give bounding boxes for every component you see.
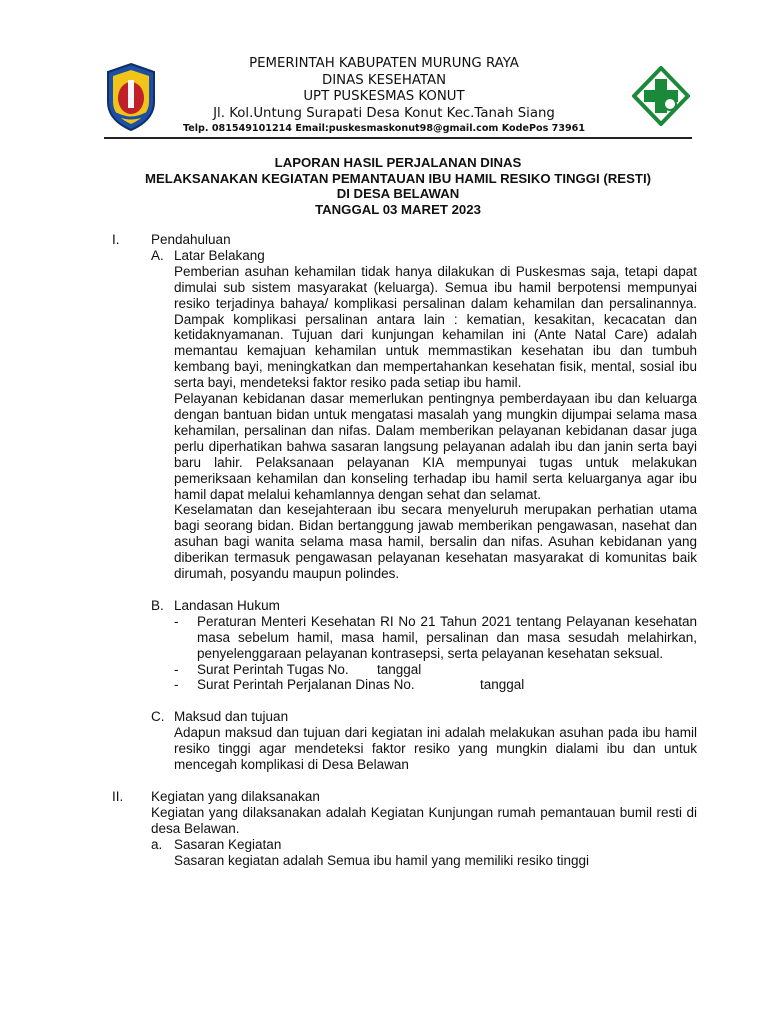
list-text: Surat Perintah Perjalanan Dinas No.: [197, 677, 415, 693]
paragraph: Adapun maksud dan tujuan dari kegiatan ini adalah melakukan asuhan pada ibu hamil resiko tinggi agar mendeteksi faktor resiko yang mungkin dialami ibu dan untuk mencegah komplikasi di Desa Belawan: [174, 725, 697, 773]
subsection-heading: [151, 598, 697, 614]
list-tail: tanggal: [480, 677, 525, 693]
letterhead-department: DINAS KESEHATAN: [321, 72, 447, 88]
letterhead-contact: Telp. 081549101214 Email:puskesmaskonut98@gmail.com KodePos 73961: [182, 123, 586, 134]
subsection-number: B.: [151, 597, 164, 613]
section-title: Kegiatan yang dilaksanakan: [151, 789, 320, 804]
list-bullet: -: [174, 613, 179, 629]
list-text: Surat Perintah Tugas No.: [197, 661, 349, 677]
subsection-title: Latar Belakang: [174, 247, 265, 263]
title-date: TANGGAL 03 MARET 2023: [315, 201, 481, 217]
list-bullet: -: [174, 677, 179, 693]
subsection-heading: [151, 837, 697, 853]
section-number: I.: [112, 232, 120, 247]
subsection-heading: [151, 248, 697, 264]
subsection-number: a.: [151, 836, 163, 852]
section-heading: [112, 232, 697, 248]
report-body: [112, 232, 697, 869]
letterhead-government: PEMERINTAH KABUPATEN MURUNG RAYA: [249, 56, 519, 71]
subsection-heading: [151, 709, 697, 725]
paragraph: Pelayanan kebidanan dasar memerlukan pentingnya pemberdayaan ibu dan keluarga dengan bantuan bidan untuk mengatasi masalah yang mungkin dijumpai selama masa kehamilan, persalinan dan nifas. Dalam memberikan pelayanan kebidanan dasar juga perlu diperhatikan bahwa sasaran langsung pelayanan adalah ibu dan janin serta bayi baru lahir. Pelaksanaan pelayanan KIA mempunyai tugas untuk melakukan pemeriksaan kehamilan dan konseling terhadap ibu hamil serta keluarganya agar ibu hamil dapat melalui kehamlannya dengan sehat dan selamat.: [174, 391, 697, 502]
letterhead-address: Jl. Kol.Untung Surapati Desa Konut Kec.Tanah Siang: [213, 105, 555, 121]
paragraph: Pemberian asuhan kehamilan tidak hanya dilakukan di Puskesmas saja, tetapi dapat dimulai sub sistem masyarakat (keluarga). Semua ibu hamil berpotensi mempunyai resiko terjadinya bahaya/ komplikasi persalinan dalam kehamilan dan persalinannya. Dampak komplikasi persalinan antara lain : kematian, kesakitan, kecacatan dan ketidaknyamanan. Tujuan dari kunjungan kehamilan ini (Ante Natal Care) adalah memantau kemajuan kehamilan untuk memmastikan kesehatan ibu dan tumbuh kembang bayi, meningkatkan dan mempertahankan kesehatan fisik, mental, sosial ibu serta bayi, mendeteksi faktor resiko pada setiap ibu hamil.: [174, 263, 697, 391]
paragraph: Kegiatan yang dilaksanakan adalah Kegiatan Kunjungan rumah pemantauan bumil resti di desa Belawan.: [151, 804, 697, 836]
subsection-title: Sasaran Kegiatan: [174, 836, 282, 852]
section-heading: [112, 789, 697, 805]
section-title: Pendahuluan: [151, 232, 231, 247]
title-line-2: MELAKSANAKAN KEGIATAN PEMANTAUAN IBU HAMIL RESIKO TINGGI (RESTI): [145, 170, 651, 186]
title-line-3: DI DESA BELAWAN: [336, 186, 460, 201]
letterhead-divider: [104, 137, 692, 139]
list-text: Peraturan Menteri Kesehatan RI No 21 Tahun 2021 tentang Pelayanan kesehatan masa sebelum hamil, masa hamil, persalinan dan masa sesudah melahirkan, penyelenggaraan pelayanan kontrasepsi, serta pelayanan kesehatan seksual.: [197, 613, 697, 661]
list-item: [174, 677, 697, 693]
subsection-number: C.: [151, 709, 165, 725]
paragraph: Sasaran kegiatan adalah Semua ibu hamil yang memiliki resiko tinggi: [174, 852, 589, 868]
section-number: II.: [112, 789, 124, 804]
title-line-1: LAPORAN HASIL PERJALANAN DINAS: [274, 155, 522, 170]
report-title: [104, 155, 692, 217]
list-item: [174, 614, 697, 662]
letterhead: [0, 52, 768, 134]
letterhead-unit: UPT PUSKESMAS KONUT: [303, 89, 465, 104]
list-tail: tanggal: [377, 661, 422, 677]
puskesmas-logo-icon: [632, 66, 690, 126]
list-item: [174, 662, 697, 678]
subsection-title: Maksud dan tujuan: [174, 709, 289, 725]
list-bullet: -: [174, 661, 179, 677]
subsection-title: Landasan Hukum: [174, 597, 280, 613]
paragraph: Keselamatan dan kesejahteraan ibu secara menyeluruh merupakan perhatian utama bagi seorang bidan. Bidan bertanggung jawab memberikan pengawasan, nasehat dan asuhan bagi wanita selama masa hamil, bersalin dan nifas. Asuhan kebidanan yang diberikan termasuk pengawasan pelayanan kesehatan masyarakat di komunitas baik dirumah, posyandu maupun polindes.: [174, 502, 697, 582]
subsection-number: A.: [151, 247, 164, 263]
